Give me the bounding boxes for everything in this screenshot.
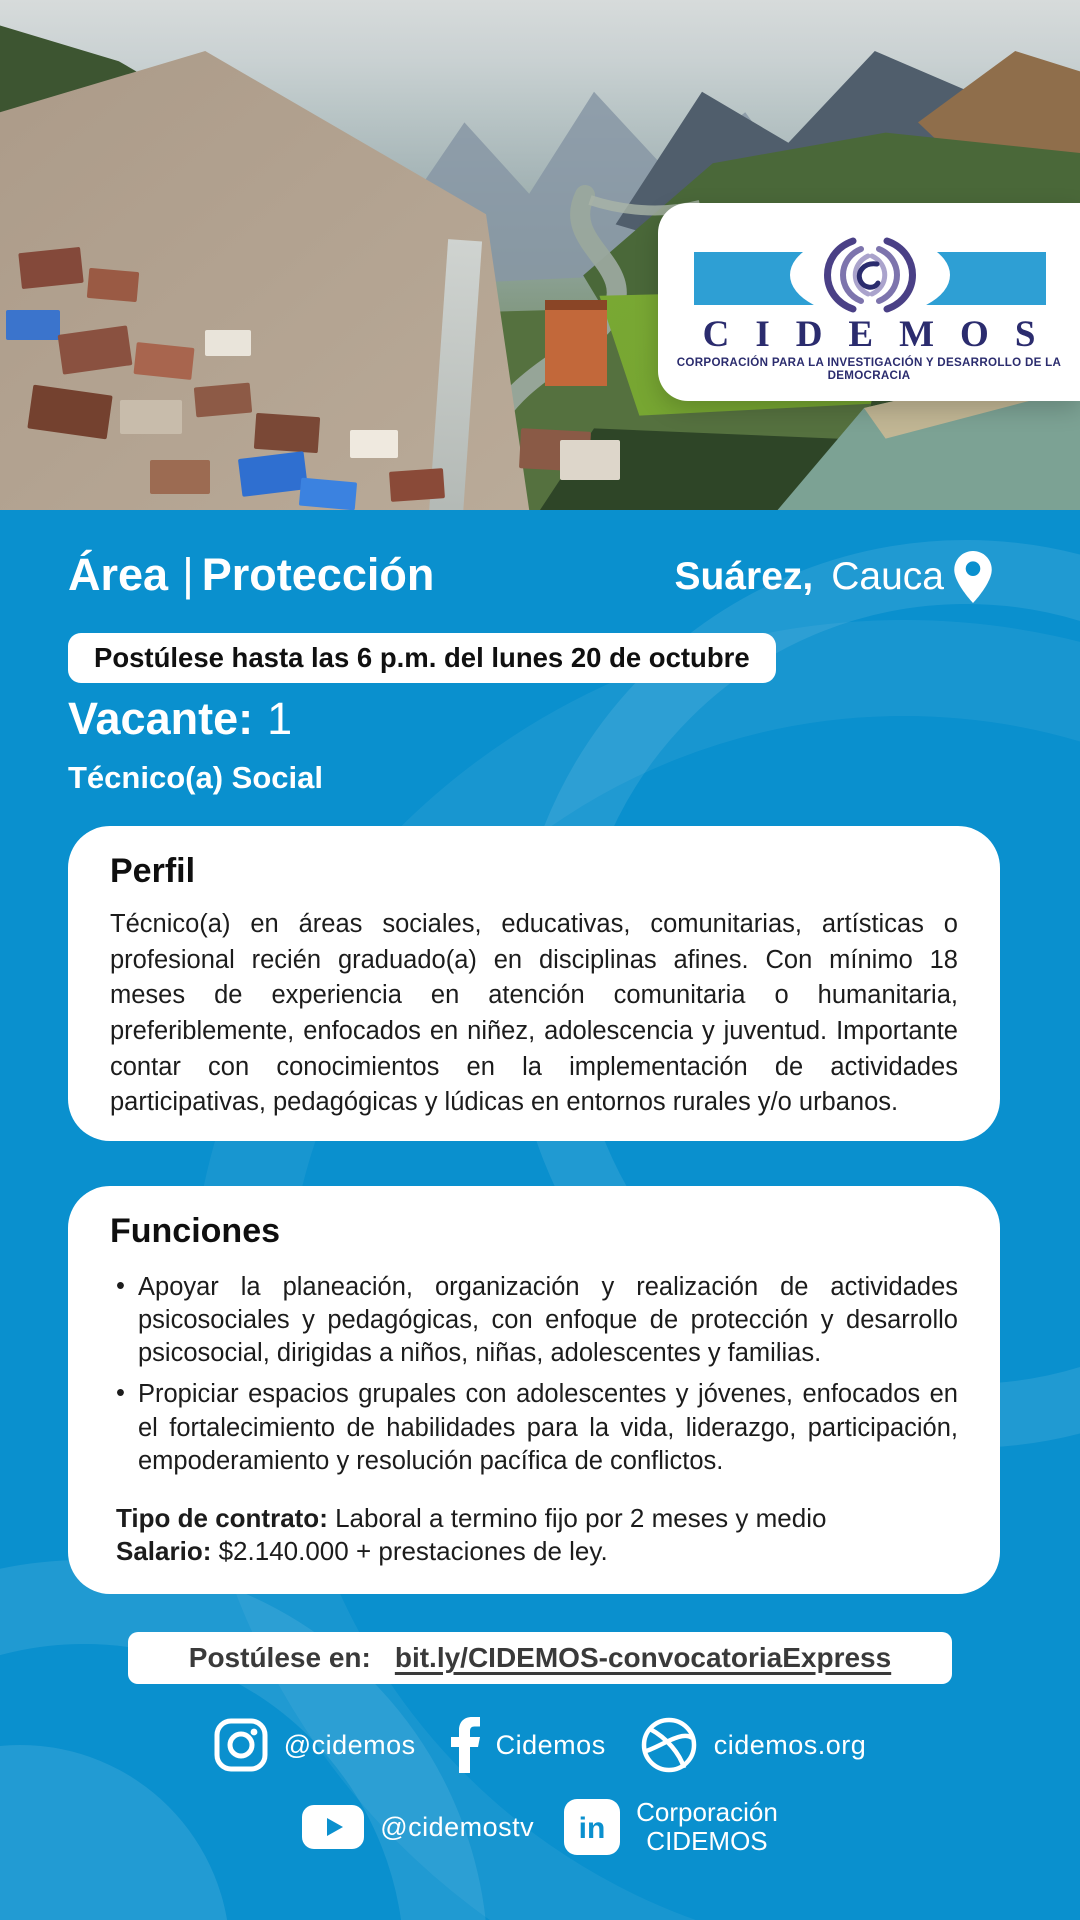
roof: [238, 451, 308, 497]
apply-label: Postúlese en:: [188, 1642, 371, 1673]
apply-bar: [128, 1632, 952, 1684]
linkedin-icon: [564, 1799, 620, 1855]
funciones-list: [110, 1271, 958, 1478]
perfil-card: [68, 826, 1000, 1141]
vacancy-count: 1: [267, 693, 293, 744]
salary-label: Salario:: [116, 1536, 212, 1567]
contract-label: Tipo de contrato:: [116, 1502, 328, 1533]
youtube-item[interactable]: [302, 1805, 534, 1849]
funciones-item: • Apoyar la planeación, organización y realización de actividades psicosociales y pedagógicas, con enfoque de protección y desarrollo psicosocial, dirigidas a niños, niñas, adolescentes y familias.: [110, 1271, 958, 1370]
roof: [389, 468, 445, 502]
roof: [120, 400, 182, 434]
map-pin-icon: [954, 551, 992, 603]
roof: [133, 342, 194, 380]
instagram-icon: [214, 1718, 268, 1772]
website-item[interactable]: [640, 1716, 867, 1774]
logo-tagline: CORPORACIÓN PARA LA INVESTIGACIÓN Y DESARROLLO DE LA DEMOCRACIA: [676, 356, 1062, 382]
area-separator: |: [182, 549, 194, 600]
website-url: cidemos.org: [713, 1729, 867, 1760]
roof: [18, 247, 83, 289]
location: [675, 551, 992, 603]
roof: [299, 478, 357, 510]
vacancy-label: Vacante:: [68, 693, 254, 744]
instagram-item[interactable]: [214, 1718, 416, 1772]
apply-link[interactable]: bit.ly/CIDEMOS-convocatoriaExpress: [394, 1642, 892, 1673]
position-title: Técnico(a) Social: [68, 760, 323, 795]
youtube-handle: @cidemostv: [380, 1811, 535, 1842]
logo-wordmark: CIDEMOS: [702, 314, 1062, 355]
roof: [350, 430, 398, 458]
contract-value: Laboral a termino fijo por 2 meses y medio: [327, 1502, 827, 1533]
funciones-card: [68, 1186, 1000, 1594]
area-label: Área: [68, 549, 169, 600]
perfil-title: Perfil: [110, 852, 196, 890]
roof: [254, 413, 320, 453]
contract-line: [116, 1502, 958, 1535]
social-row-1: [0, 1716, 1080, 1774]
salary-line: [116, 1535, 958, 1568]
facebook-name: Cidemos: [495, 1729, 606, 1760]
instagram-handle: @cidemos: [283, 1729, 416, 1760]
location-region: Cauca: [831, 555, 944, 598]
linkedin-item[interactable]: [564, 1798, 778, 1856]
roof: [87, 268, 139, 302]
facebook-icon: [450, 1717, 480, 1773]
location-city: Suárez,: [674, 555, 814, 598]
funciones-item: • Propiciar espacios grupales con adolescentes y jóvenes, enfocados en el fortalecimiento de habilidades para la vida, liderazgo, participación, empoderamiento y resolución pacífica de conflictos.: [110, 1378, 958, 1477]
deadline-pill: Postúlese hasta las 6 p.m. del lunes 20 de octubre: [68, 633, 776, 683]
vacancy-line: [68, 693, 292, 745]
youtube-icon: [302, 1805, 364, 1849]
roof: [205, 330, 251, 356]
facebook-item[interactable]: [450, 1717, 606, 1773]
funciones-title: Funciones: [110, 1212, 281, 1250]
salary-value: $2.140.000 + prestaciones de ley.: [211, 1536, 608, 1567]
linkedin-name-line1: Corporación: [636, 1797, 778, 1827]
roof: [194, 383, 252, 418]
roof: [560, 440, 620, 480]
roof: [150, 460, 210, 494]
area-value: Protección: [201, 549, 435, 600]
linkedin-name: [636, 1798, 778, 1856]
roof: [6, 310, 60, 340]
cidemos-logo-card: [658, 203, 1080, 401]
social-row-2: [0, 1798, 1080, 1856]
linkedin-name-line2: CIDEMOS: [646, 1826, 768, 1857]
photo-orange-building: [545, 300, 607, 386]
area-title: [68, 549, 434, 601]
perfil-body: Técnico(a) en áreas sociales, educativas, comunitarias, artísticas o profesional recién graduado(a) en disciplinas afines. Con mínimo 18 meses de experiencia en atención comunitaria o humanitaria, preferiblemente, enfocados en niñez, adolescencia y juventud. Importante contar con conocimientos en la implementación de actividades participativas, pedagógicas y lúdicas en entornos rurales y/o urbanos.: [110, 910, 958, 1117]
svg-text:in: in: [578, 1812, 606, 1846]
globe-icon: [640, 1716, 698, 1774]
